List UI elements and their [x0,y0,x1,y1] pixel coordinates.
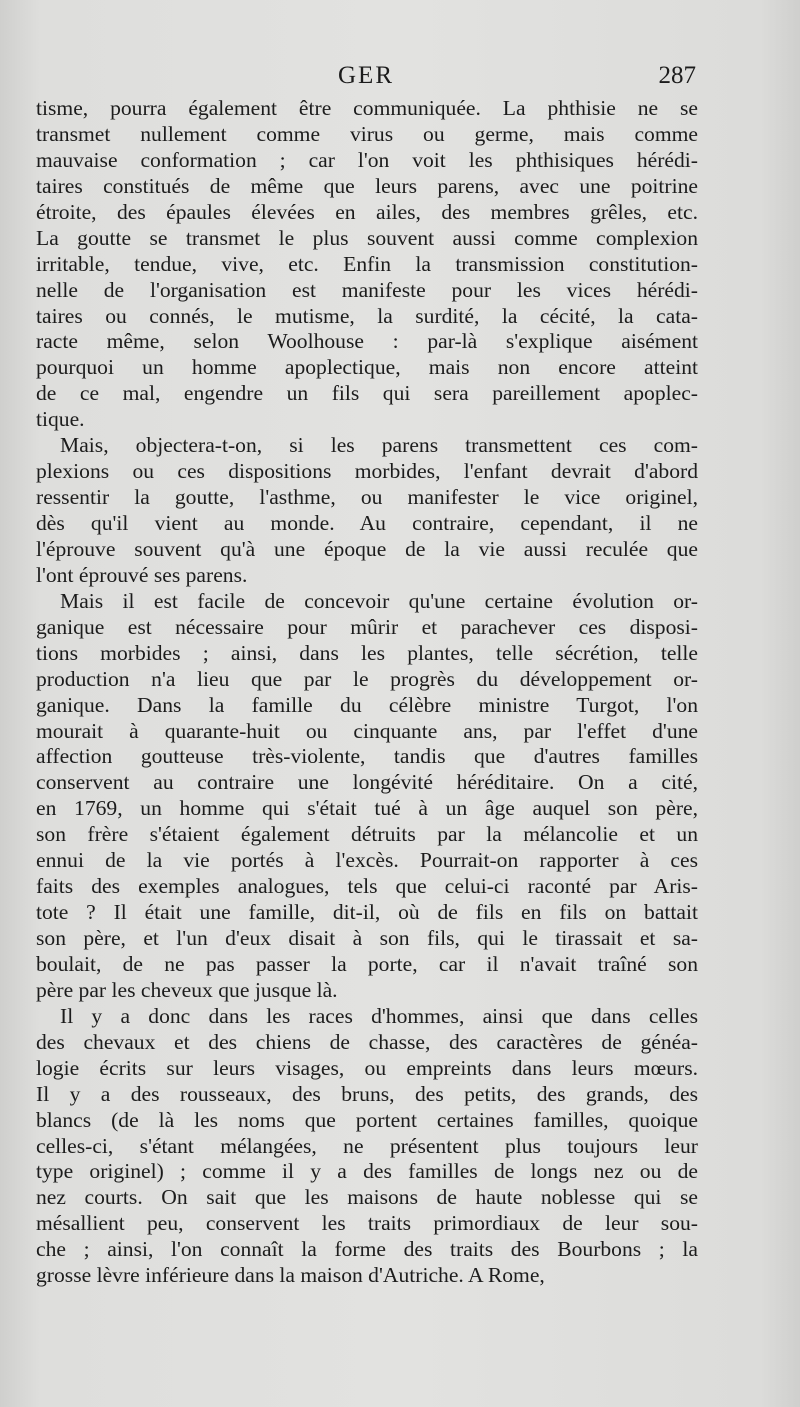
page-number: 287 [658,62,696,89]
text-line: étroite, des épaules élevées en ailes, des membres grêles, etc. [36,199,698,224]
text-line: logie écrits sur leurs visages, ou empreints dans leurs mœurs. [36,1055,698,1080]
paragraph [36,589,698,1004]
text-line: tions morbides ; ainsi, dans les plantes, telle sécrétion, telle [36,640,698,665]
text-line: en 1769, un homme qui s'était tué à un âge auquel son père, [36,796,698,821]
text-line: mourait à quarante-huit ou cinquante ans, par l'effet d'une [36,718,698,743]
text-line: irritable, tendue, vive, etc. Enfin la transmission constitution- [36,251,698,276]
paragraph [36,433,698,589]
text-line: La goutte se transmet le plus souvent aussi comme complexion [36,225,698,250]
text-line: conservent au contraire une longévité héréditaire. On a cité, [36,770,698,795]
text-line: des chevaux et des chiens de chasse, des caractères de généa- [36,1029,698,1054]
text-line: tote ? Il était une famille, dit-il, où de fils en fils on battait [36,900,698,925]
text-line: transmet nullement comme virus ou germe, mais comme [36,121,698,146]
text-line: che ; ainsi, l'on connaît la forme des traits des Bourbons ; la [36,1237,698,1262]
paragraph [36,96,698,433]
paragraph [36,1004,698,1289]
body-text [36,96,698,1289]
text-line: ennui de la vie portés à l'excès. Pourrait-on rapporter à ces [36,848,698,873]
text-line: faits des exemples analogues, tels que celui-ci raconté par Aris- [36,874,698,899]
text-line: mauvaise conformation ; car l'on voit les phthisiques hérédi- [36,147,698,172]
text-line: pourquoi un homme apoplectique, mais non encore atteint [36,355,698,380]
text-line: boulait, de ne pas passer la porte, car il n'avait traîné son [36,951,698,976]
text-line: ganique. Dans la famille du célèbre ministre Turgot, l'on [36,692,698,717]
text-line: taires constitués de même que leurs parens, avec une poitrine [36,173,698,198]
text-line: nelle de l'organisation est manifeste pour les vices hérédi- [36,277,698,302]
text-line: production n'a lieu que par le progrès du développement or- [36,666,698,691]
text-line: Mais il est facile de concevoir qu'une certaine évolution or- [60,588,698,613]
running-head: GER [338,62,394,89]
text-line: plexions ou ces dispositions morbides, l'enfant devrait d'abord [36,459,698,484]
text-line: mésallient peu, conservent les traits primordiaux de leur sou- [36,1211,698,1236]
text-line: son père, et l'un d'eux disait à son fils, qui le tirassait et sa- [36,926,698,950]
text-line: nez courts. On sait que les maisons de haute noblesse qui se [36,1185,698,1210]
text-line: Mais, objectera-t-on, si les parens transmettent ces com- [60,433,698,458]
text-line: tisme, pourra également être communiquée. La phthisie ne se [36,96,698,120]
text-line: grosse lèvre inférieure dans la maison d'Autriche. A Rome, [36,1263,545,1288]
text-line: celles-ci, s'étant mélangées, ne présentent plus toujours leur [36,1133,698,1158]
text-line: de ce mal, engendre un fils qui sera pareillement apoplec- [36,381,698,406]
text-line: affection goutteuse très-violente, tandis que d'autres familles [36,744,698,769]
page-header [36,62,696,96]
text-line: ganique est nécessaire pour mûrir et parachever ces disposi- [36,614,698,639]
text-line: tique. [36,407,85,432]
text-line: taires ou connés, le mutisme, la surdité, la cécité, la cata- [36,303,698,328]
text-line: racte même, selon Woolhouse : par-là s'explique aisément [36,329,698,354]
text-line: blancs (de là les noms que portent certaines familles, quoique [36,1107,698,1132]
text-line: père par les cheveux que jusque là. [36,977,338,1002]
text-line: l'ont éprouvé ses parens. [36,562,248,587]
text-line: type originel) ; comme il y a des familles de longs nez ou de [36,1159,698,1184]
text-line: l'éprouve souvent qu'à une époque de la vie aussi reculée que [36,536,698,561]
text-line: dès qu'il vient au monde. Au contraire, cependant, il ne [36,511,698,535]
text-line: Il y a des rousseaux, des bruns, des petits, des grands, des [36,1081,698,1106]
text-line: ressentir la goutte, l'asthme, ou manifester le vice originel, [36,485,698,510]
text-line: Il y a donc dans les races d'hommes, ainsi que dans celles [60,1003,698,1028]
text-line: son frère s'étaient également détruits par la mélancolie et un [36,822,698,847]
